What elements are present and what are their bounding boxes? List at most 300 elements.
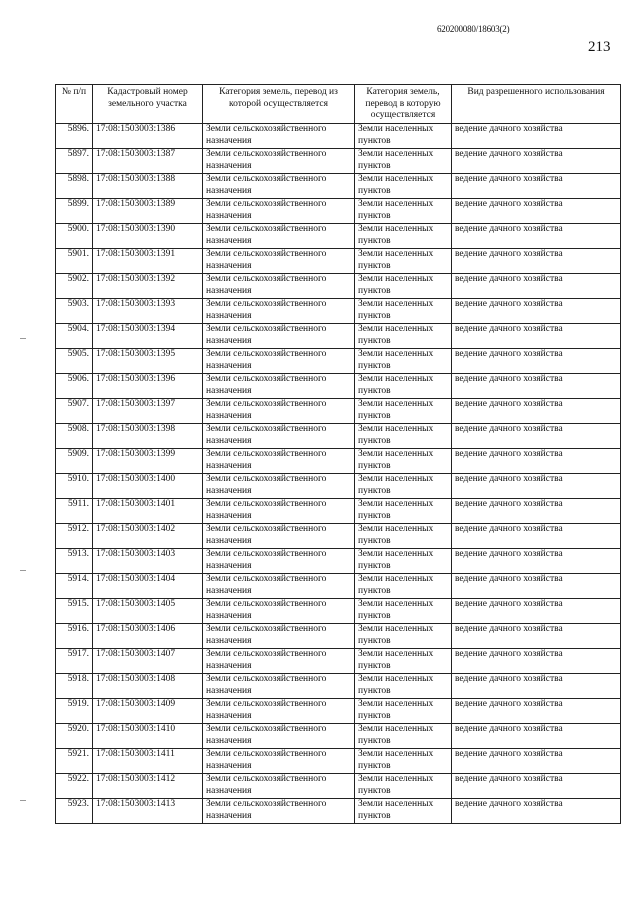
category-from-cell [203,124,355,149]
cadastral-number: 17:08:1503003:1390 [96,224,176,234]
category-to-cell [355,249,452,274]
permitted-use: ведение дачного хозяйства [455,549,563,559]
category-from-line1: Земли сельскохозяйственного [206,224,327,234]
permitted-use: ведение дачного хозяйства [455,574,563,584]
category-to-line1: Земли населенных [358,349,434,359]
table-row [56,174,621,199]
category-to-line1: Земли населенных [358,149,434,159]
permitted-use-cell [452,799,621,824]
cadastral-number: 17:08:1503003:1397 [96,399,176,409]
cadastral-number-cell [93,474,203,499]
cadastral-number-cell [93,149,203,174]
cadastral-number: 17:08:1503003:1395 [96,349,176,359]
category-to-line2: пунктов [358,810,391,821]
category-from-line2: назначения [206,160,252,171]
row-number-cell [56,699,93,724]
category-to-cell [355,349,452,374]
category-to-line1: Земли населенных [358,424,434,434]
category-to-line1: Земли населенных [358,599,434,609]
category-from-cell [203,374,355,399]
row-number: 5905. [67,349,89,359]
table-row [56,274,621,299]
cadastral-number-cell [93,699,203,724]
permitted-use-cell [452,474,621,499]
category-from-line2: назначения [206,810,252,821]
category-from-line1: Земли сельскохозяйственного [206,774,327,784]
table-header-row [56,85,621,124]
table-row [56,149,621,174]
category-to-line2: пунктов [358,460,391,471]
permitted-use: ведение дачного хозяйства [455,524,563,534]
category-from-line1: Земли сельскохозяйственного [206,624,327,634]
permitted-use: ведение дачного хозяйства [455,399,563,409]
row-number: 5913. [67,549,89,559]
category-from-line2: назначения [206,360,252,371]
category-from-line2: назначения [206,235,252,246]
cadastral-number-cell [93,199,203,224]
category-from-line2: назначения [206,510,252,521]
cadastral-number: 17:08:1503003:1413 [96,799,176,809]
category-from-line1: Земли сельскохозяйственного [206,549,327,559]
category-from-cell [203,274,355,299]
category-to-cell [355,124,452,149]
cadastral-number: 17:08:1503003:1409 [96,699,176,709]
permitted-use: ведение дачного хозяйства [455,799,563,809]
cadastral-number-cell [93,774,203,799]
category-from-line1: Земли сельскохозяйственного [206,299,327,309]
category-to-line2: пунктов [358,335,391,346]
row-number: 5904. [67,324,89,334]
cadastral-number: 17:08:1503003:1388 [96,174,176,184]
category-from-line1: Земли сельскохозяйственного [206,524,327,534]
row-number-cell [56,424,93,449]
category-from-cell [203,624,355,649]
column-header-category-from: Категория земель, перевод из которой осуществляется [203,85,355,124]
cadastral-number: 17:08:1503003:1403 [96,549,176,559]
category-from-line1: Земли сельскохозяйственного [206,199,327,209]
row-number: 5907. [67,399,89,409]
category-to-cell [355,174,452,199]
row-number-cell [56,399,93,424]
table-row [56,324,621,349]
row-number-cell [56,474,93,499]
permitted-use-cell [452,549,621,574]
category-to-line1: Земли населенных [358,474,434,484]
category-to-line1: Земли населенных [358,199,434,209]
category-to-cell [355,799,452,824]
category-to-cell [355,724,452,749]
row-number: 5917. [67,649,89,659]
permitted-use-cell [452,574,621,599]
category-from-line1: Земли сельскохозяйственного [206,474,327,484]
category-to-line2: пунктов [358,310,391,321]
cadastral-number-cell [93,249,203,274]
permitted-use: ведение дачного хозяйства [455,599,563,609]
cadastral-number-cell [93,174,203,199]
category-from-line2: назначения [206,660,252,671]
cadastral-number-cell [93,524,203,549]
category-from-cell [203,599,355,624]
cadastral-number-cell [93,424,203,449]
category-from-line1: Земли сельскохозяйственного [206,274,327,284]
category-from-line2: назначения [206,135,252,146]
row-number-cell [56,374,93,399]
cadastral-number-cell [93,749,203,774]
category-from-line2: назначения [206,310,252,321]
cadastral-number-cell [93,324,203,349]
row-number: 5916. [67,624,89,634]
cadastral-number-cell [93,374,203,399]
permitted-use-cell [452,449,621,474]
table-row [56,799,621,824]
category-to-line1: Земли населенных [358,274,434,284]
category-to-cell [355,374,452,399]
row-number: 5906. [67,374,89,384]
category-to-line2: пунктов [358,385,391,396]
category-from-line1: Земли сельскохозяйственного [206,724,327,734]
column-header-cadastral-number: Кадастровый номер земельного участка [93,85,203,124]
permitted-use: ведение дачного хозяйства [455,324,563,334]
category-to-cell [355,499,452,524]
row-number-cell [56,124,93,149]
category-to-line1: Земли населенных [358,374,434,384]
cadastral-number-cell [93,349,203,374]
category-from-line1: Земли сельскохозяйственного [206,449,327,459]
cadastral-number: 17:08:1503003:1386 [96,124,176,134]
category-from-line1: Земли сельскохозяйственного [206,149,327,159]
category-from-cell [203,174,355,199]
permitted-use-cell [452,174,621,199]
category-to-line1: Земли населенных [358,774,434,784]
permitted-use: ведение дачного хозяйства [455,724,563,734]
category-to-line1: Земли населенных [358,224,434,234]
margin-mark [20,570,26,571]
permitted-use-cell [452,524,621,549]
table-row [56,574,621,599]
permitted-use: ведение дачного хозяйства [455,474,563,484]
cadastral-number: 17:08:1503003:1400 [96,474,176,484]
category-from-line1: Земли сельскохозяйственного [206,399,327,409]
permitted-use-cell [452,124,621,149]
column-header-number: № п/п [56,85,93,124]
category-from-cell [203,799,355,824]
table-row [56,424,621,449]
category-to-cell [355,324,452,349]
category-to-cell [355,524,452,549]
column-header-permitted-use: Вид разрешенного использования [452,85,621,124]
row-number-cell [56,224,93,249]
land-plots-table [55,84,621,824]
category-from-cell [203,499,355,524]
row-number-cell [56,524,93,549]
cadastral-number-cell [93,499,203,524]
row-number-cell [56,324,93,349]
permitted-use-cell [452,324,621,349]
category-to-cell [355,699,452,724]
category-from-line1: Земли сельскохозяйственного [206,599,327,609]
category-from-cell [203,199,355,224]
row-number-cell [56,674,93,699]
cadastral-number-cell [93,124,203,149]
category-to-line2: пунктов [358,685,391,696]
row-number: 5899. [67,199,89,209]
row-number: 5910. [67,474,89,484]
category-from-line2: назначения [206,185,252,196]
cadastral-number: 17:08:1503003:1408 [96,674,176,684]
permitted-use: ведение дачного хозяйства [455,699,563,709]
table-row [56,649,621,674]
cadastral-number: 17:08:1503003:1404 [96,574,176,584]
category-from-cell [203,149,355,174]
permitted-use: ведение дачного хозяйства [455,249,563,259]
category-from-line1: Земли сельскохозяйственного [206,374,327,384]
category-from-line2: назначения [206,435,252,446]
row-number: 5912. [67,524,89,534]
category-from-line2: назначения [206,585,252,596]
cadastral-number-cell [93,274,203,299]
category-from-line1: Земли сельскохозяйственного [206,424,327,434]
permitted-use-cell [452,724,621,749]
cadastral-number: 17:08:1503003:1394 [96,324,176,334]
category-from-cell [203,324,355,349]
margin-mark [20,800,26,801]
category-to-line1: Земли населенных [358,324,434,334]
category-from-cell [203,299,355,324]
category-to-line2: пунктов [358,285,391,296]
row-number: 5902. [67,274,89,284]
category-from-line1: Земли сельскохозяйственного [206,749,327,759]
category-to-cell [355,399,452,424]
cadastral-number: 17:08:1503003:1399 [96,449,176,459]
permitted-use-cell [452,249,621,274]
row-number-cell [56,149,93,174]
category-from-cell [203,649,355,674]
row-number: 5923. [67,799,89,809]
table-row [56,449,621,474]
cadastral-number: 17:08:1503003:1410 [96,724,176,734]
permitted-use-cell [452,149,621,174]
row-number: 5922. [67,774,89,784]
row-number: 5911. [67,499,89,509]
permitted-use: ведение дачного хозяйства [455,449,563,459]
category-from-line2: назначения [206,410,252,421]
document-code: 620200080/18603(2) [437,24,510,34]
row-number-cell [56,349,93,374]
page-number: 213 [588,39,611,55]
category-from-line2: назначения [206,610,252,621]
category-from-cell [203,574,355,599]
permitted-use: ведение дачного хозяйства [455,299,563,309]
row-number: 5909. [67,449,89,459]
category-to-line1: Земли населенных [358,649,434,659]
permitted-use-cell [452,374,621,399]
table-row [56,624,621,649]
row-number-cell [56,799,93,824]
category-from-cell [203,224,355,249]
row-number-cell [56,299,93,324]
row-number-cell [56,574,93,599]
category-from-line2: назначения [206,760,252,771]
category-to-cell [355,199,452,224]
category-to-line2: пунктов [358,560,391,571]
row-number-cell [56,549,93,574]
row-number-cell [56,449,93,474]
margin-mark [20,338,26,339]
permitted-use: ведение дачного хозяйства [455,749,563,759]
category-from-line2: назначения [206,560,252,571]
category-from-cell [203,424,355,449]
cadastral-number: 17:08:1503003:1392 [96,274,176,284]
category-to-line2: пунктов [358,185,391,196]
permitted-use: ведение дачного хозяйства [455,374,563,384]
category-to-line2: пунктов [358,735,391,746]
category-from-line1: Земли сельскохозяйственного [206,799,327,809]
category-to-cell [355,274,452,299]
table-row [56,549,621,574]
permitted-use-cell [452,774,621,799]
category-to-cell [355,774,452,799]
permitted-use: ведение дачного хозяйства [455,424,563,434]
table-row [56,674,621,699]
category-to-line2: пунктов [358,535,391,546]
cadastral-number-cell [93,224,203,249]
category-from-cell [203,699,355,724]
category-to-line2: пунктов [358,235,391,246]
table-row [56,299,621,324]
cadastral-number-cell [93,574,203,599]
category-to-line2: пунктов [358,710,391,721]
category-from-line1: Земли сельскохозяйственного [206,349,327,359]
category-from-line1: Земли сельскохозяйственного [206,499,327,509]
category-from-line2: назначения [206,535,252,546]
category-to-cell [355,299,452,324]
category-to-line1: Земли населенных [358,524,434,534]
cadastral-number: 17:08:1503003:1405 [96,599,176,609]
category-from-line2: назначения [206,485,252,496]
category-to-line1: Земли населенных [358,799,434,809]
category-to-cell [355,474,452,499]
permitted-use: ведение дачного хозяйства [455,124,563,134]
category-to-line1: Земли населенных [358,299,434,309]
row-number: 5908. [67,424,89,434]
permitted-use: ведение дачного хозяйства [455,274,563,284]
category-from-cell [203,349,355,374]
category-from-line2: назначения [206,210,252,221]
cadastral-number-cell [93,724,203,749]
permitted-use: ведение дачного хозяйства [455,774,563,784]
permitted-use: ведение дачного хозяйства [455,149,563,159]
category-from-line1: Земли сельскохозяйственного [206,574,327,584]
cadastral-number: 17:08:1503003:1412 [96,774,176,784]
permitted-use-cell [452,424,621,449]
category-from-line2: назначения [206,710,252,721]
row-number: 5918. [67,674,89,684]
category-from-line1: Земли сельскохозяйственного [206,174,327,184]
category-to-line2: пунктов [358,635,391,646]
table-row [56,249,621,274]
category-from-line1: Земли сельскохозяйственного [206,249,327,259]
category-from-line2: назначения [206,735,252,746]
category-to-line2: пунктов [358,435,391,446]
table-row [56,774,621,799]
category-to-line1: Земли населенных [358,399,434,409]
category-to-line2: пунктов [358,660,391,671]
category-from-line2: назначения [206,635,252,646]
row-number-cell [56,724,93,749]
category-from-line2: назначения [206,460,252,471]
permitted-use-cell [452,749,621,774]
table-row [56,374,621,399]
permitted-use: ведение дачного хозяйства [455,224,563,234]
category-to-cell [355,749,452,774]
category-to-cell [355,224,452,249]
category-to-line1: Земли населенных [358,699,434,709]
cadastral-number: 17:08:1503003:1387 [96,149,176,159]
row-number-cell [56,199,93,224]
cadastral-number-cell [93,449,203,474]
table-row [56,349,621,374]
category-to-line2: пунктов [358,360,391,371]
row-number: 5901. [67,249,89,259]
cadastral-number: 17:08:1503003:1389 [96,199,176,209]
table-row [56,124,621,149]
category-to-line1: Земли населенных [358,174,434,184]
category-to-cell [355,449,452,474]
row-number: 5903. [67,299,89,309]
row-number-cell [56,499,93,524]
row-number-cell [56,624,93,649]
category-from-line2: назначения [206,260,252,271]
permitted-use-cell [452,399,621,424]
category-from-cell [203,524,355,549]
cadastral-number: 17:08:1503003:1401 [96,499,176,509]
permitted-use-cell [452,674,621,699]
category-to-line1: Земли населенных [358,499,434,509]
cadastral-number: 17:08:1503003:1407 [96,649,176,659]
table-row [56,699,621,724]
category-to-line1: Земли населенных [358,249,434,259]
row-number: 5921. [67,749,89,759]
category-to-line2: пунктов [358,260,391,271]
row-number-cell [56,274,93,299]
cadastral-number-cell [93,624,203,649]
row-number-cell [56,774,93,799]
category-to-cell [355,149,452,174]
table-row [56,724,621,749]
cadastral-number-cell [93,599,203,624]
category-to-line2: пунктов [358,485,391,496]
table-row [56,499,621,524]
permitted-use-cell [452,499,621,524]
table-row [56,399,621,424]
category-from-line1: Земли сельскохозяйственного [206,649,327,659]
category-to-line1: Земли населенных [358,449,434,459]
category-from-cell [203,549,355,574]
category-from-cell [203,674,355,699]
category-to-line2: пунктов [358,585,391,596]
category-to-line2: пунктов [358,760,391,771]
row-number-cell [56,649,93,674]
permitted-use: ведение дачного хозяйства [455,649,563,659]
permitted-use-cell [452,349,621,374]
category-to-line1: Земли населенных [358,124,434,134]
category-to-line1: Земли населенных [358,749,434,759]
permitted-use-cell [452,699,621,724]
category-to-cell [355,599,452,624]
category-to-line2: пунктов [358,210,391,221]
row-number: 5920. [67,724,89,734]
row-number: 5898. [67,174,89,184]
